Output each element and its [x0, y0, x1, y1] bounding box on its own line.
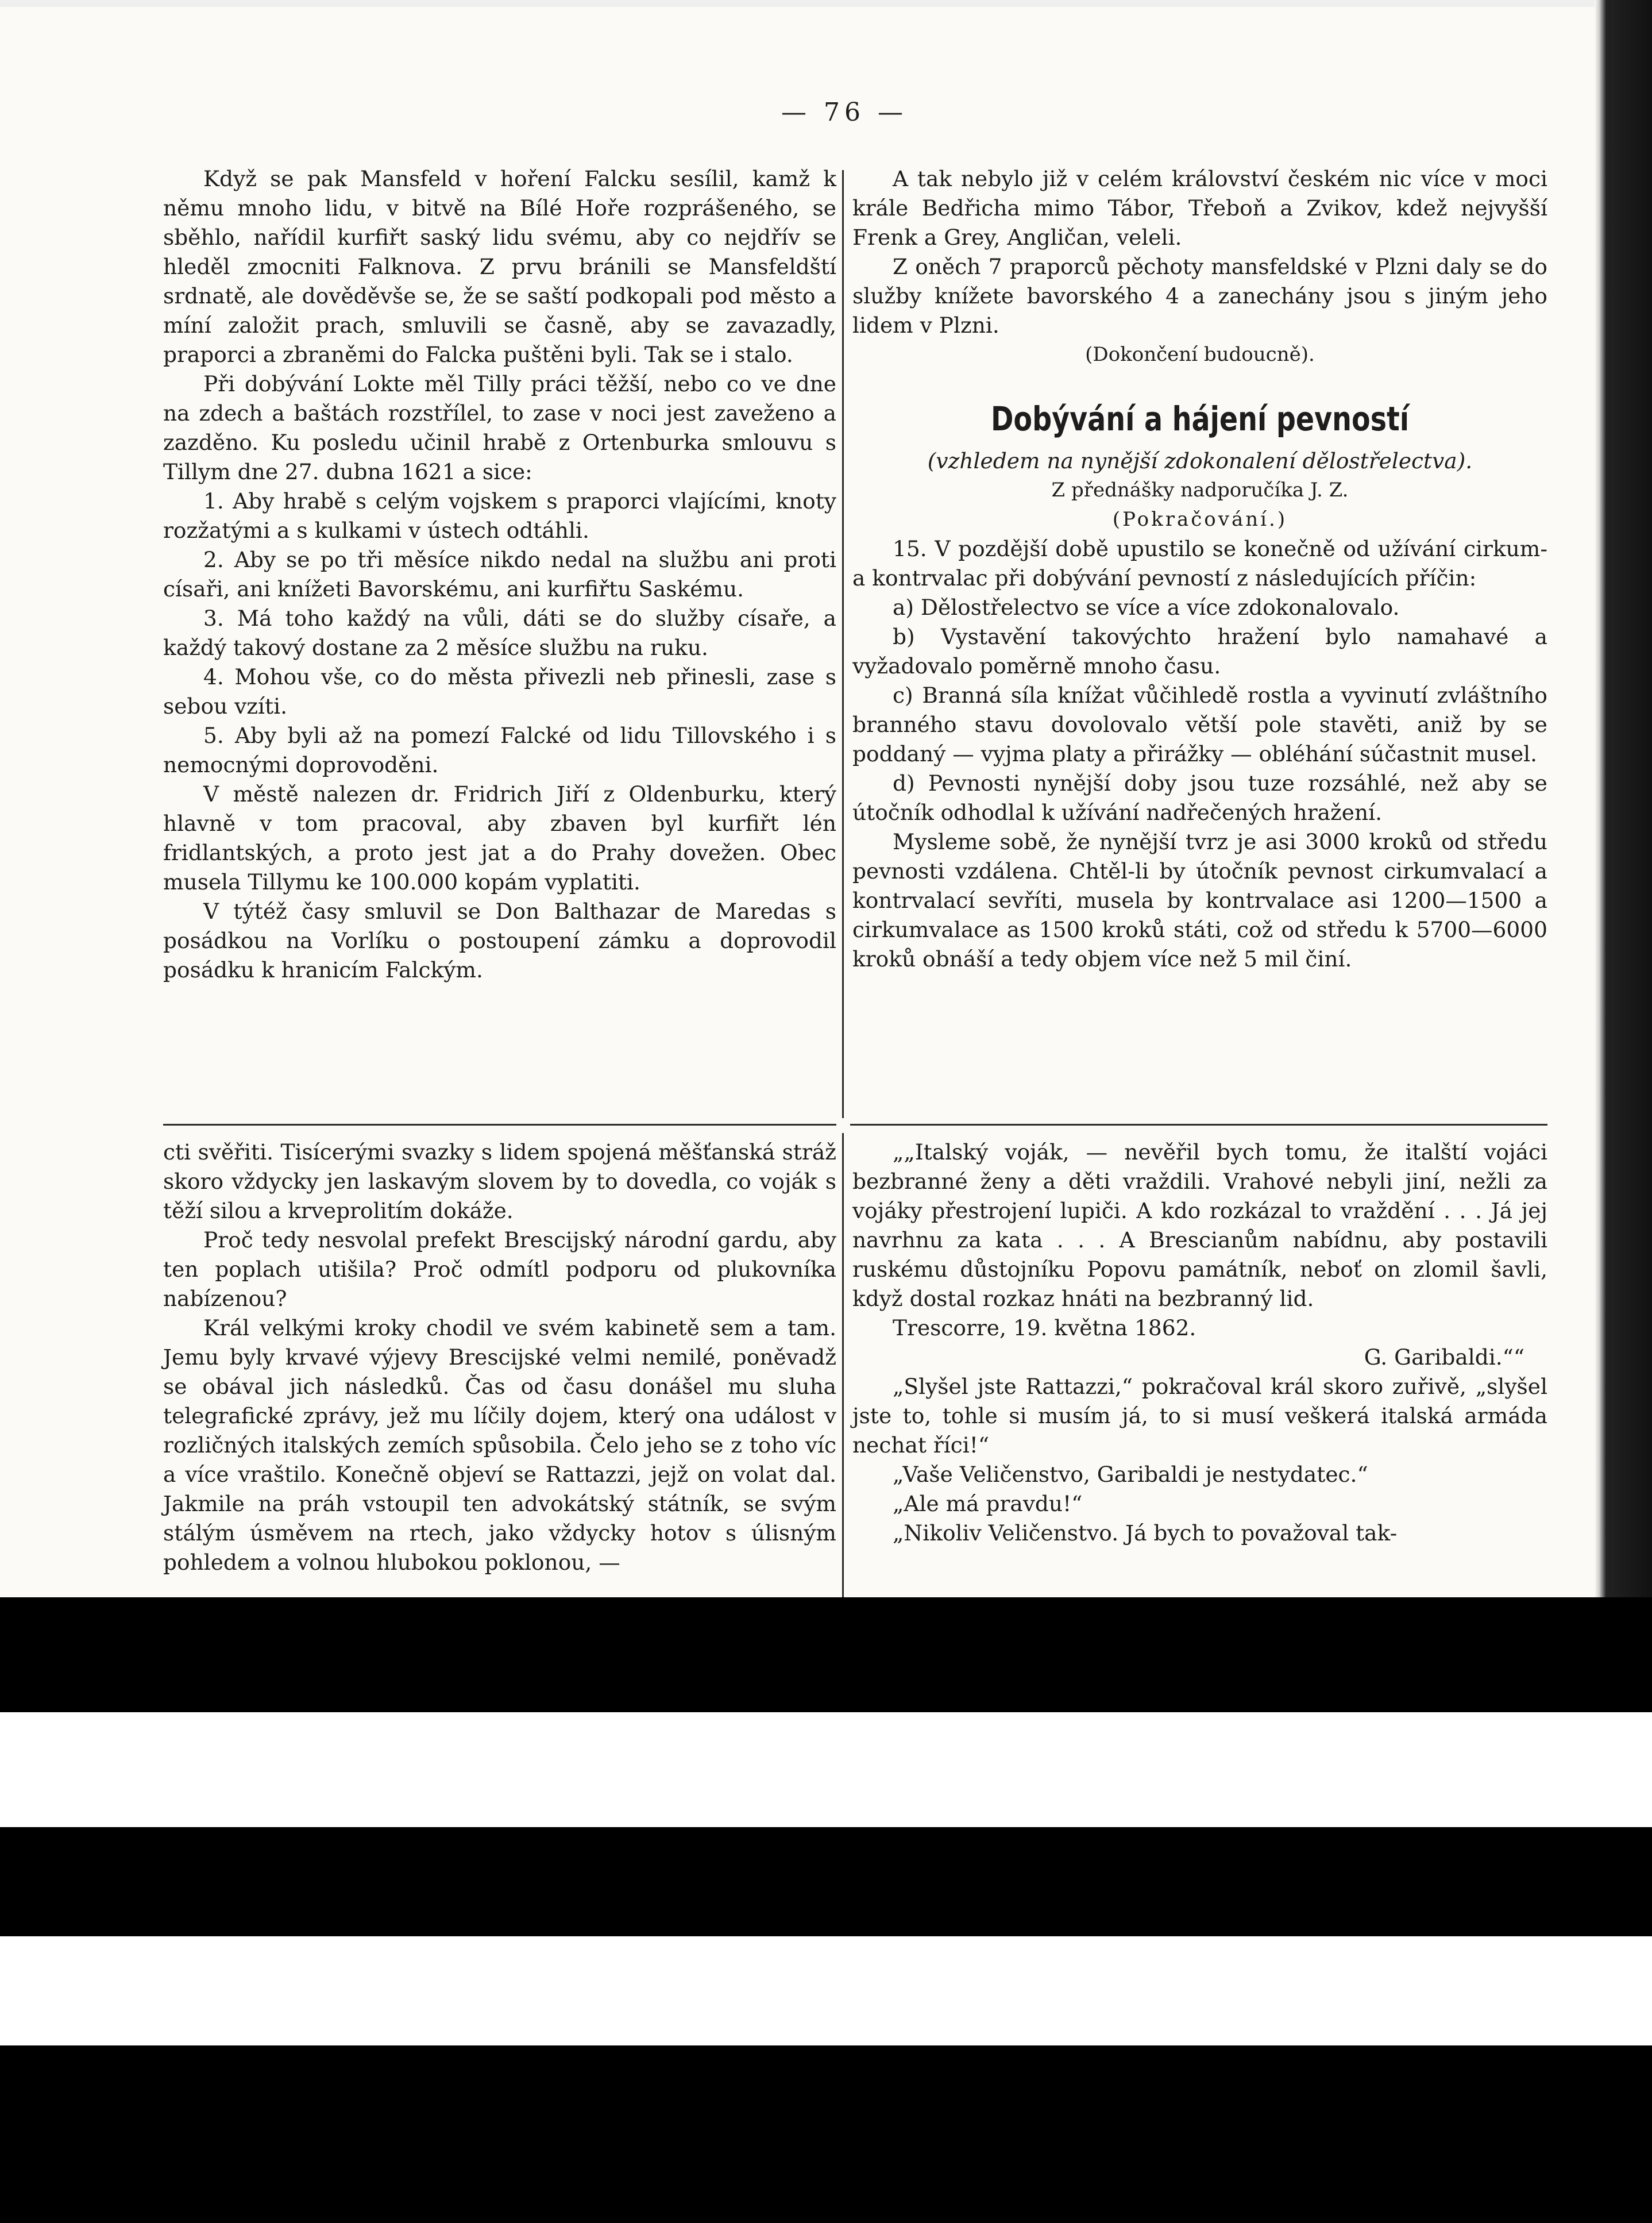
article-subtitle: (vzhledem na nynější zdokonalení dělostřelectva).: [927, 448, 1473, 473]
section-rule-right: [850, 1124, 1547, 1126]
list-item: 5. Aby byli až na pomezí Falcké od lidu Tillovského i s nemocnými doprovoděni.: [163, 723, 836, 777]
dateline: Trescorre, 19. května 1862.: [893, 1315, 1196, 1340]
list-item: c) Branná síla knížat vůčihledě rostla a vyvinutí zvláštního branného stavu dovolovalo větší pole stavěti, aniž by se poddaný — vyjma platy a přirážky — obléhání súčastnit musel.: [852, 683, 1547, 766]
list-item: 2. Aby se po tři měsíce nikdo nedal na službu ani proti císaři, ani knížeti Bavorskému, ani kurfiřtu Saskému.: [163, 547, 836, 602]
top-right-column: [852, 164, 1547, 974]
signature: G. Garibaldi.““: [1364, 1344, 1524, 1370]
dialogue-line: „Ale má pravdu!“: [893, 1491, 1083, 1516]
continuation-note: (Dokončení budoucně).: [1085, 343, 1315, 366]
paragraph: Z oněch 7 praporců pěchoty mansfeldské v Plzni daly se do služby knížete bavorského 4 a zanechány jsou s jiným jeho lidem v Plzni.: [852, 254, 1547, 338]
dialogue-line: „Vaše Veličenstvo, Garibaldi je nestydatec.“: [893, 1462, 1368, 1487]
list-item: d) Pevnosti nynější doby jsou tuze rozsáhlé, než aby se útočník odhodlal k užívání nadřečených hražení.: [852, 770, 1547, 825]
page-number: — 76 —: [781, 98, 908, 127]
paragraph: „„Italský voják, — nevěřil bych tomu, že italští vojáci bezbranné ženy a děti vraždili. Vrahové nebyli jiní, nežli za vojáky přestrojení lupiči. A kdo rozkázal to vraždění . . . Já jej navrhnu za kata . . . A Brescianům nabídnu, aby postavili ruskému důstojníku Popovu památník, neboť on zlomil šavli, když dostal rozkaz hnáti na bezbranný lid.: [852, 1139, 1547, 1311]
column-divider-top: [842, 170, 844, 1118]
paragraph: Mysleme sobě, že nynější tvrz je asi 3000 kroků od středu pevnosti vzdálena. Chtěl-li by útočník pevnost cirkumvalací a kontrvalací sevříti, musela by kontrvalace asi 1200—1500 a cirkumvalace as 1500 kroků státi, což od středu k 5700—6000 kroků obnáší a tedy objem více než 5 mil činí.: [852, 829, 1547, 972]
bottom-right-column: [852, 1138, 1547, 1548]
list-item: 3. Má toho každý na vůli, dáti se do služby císaře, a každý takový dostane za 2 měsíce službu na ruku.: [163, 606, 836, 660]
paragraph: V týtéž časy smluvil se Don Balthazar de Maredas s posádkou na Vorlíku o postoupení zámku a doprovodil posádku k hranicím Falckým.: [163, 899, 836, 983]
section-rule-left: [163, 1124, 836, 1126]
list-item: b) Vystavění takovýchto hražení bylo namahavé a vyžadovalo poměrně mnoho času.: [852, 624, 1547, 679]
list-item: 1. Aby hrabě s celým vojskem s praporci vlajícími, knoty rozžatými a s kulkami v ústech odtáhli.: [163, 488, 836, 543]
paragraph: Při dobývání Lokte měl Tilly práci těžší, nebo co ve dne na zdech a baštách rozstřílel, to zase v noci jest zaveženo a zazděno. Ku posledu učinil hrabě z Ortenburka smlouvu s Tillym dne 27. dubna 1621 a sice:: [163, 371, 836, 484]
black-band: [0, 1597, 1652, 1712]
paragraph: A tak nebylo již v celém království českém nic více v moci krále Bedřicha mimo Tábor, Třeboň a Zvikov, kdež nejvyšší Frenk a Grey, Angličan, veleli.: [852, 166, 1547, 250]
page-top-edge: [0, 0, 1652, 7]
paragraph: V městě nalezen dr. Fridrich Jiří z Oldenburku, který hlavně v tom pracoval, aby zbaven byl kurfiřt lén fridlantských, a proto jest jat a do Prahy dovežen. Obec musela Tillymu ke 100.000 kopám vyplatiti.: [163, 781, 836, 895]
lecture-note: Z přednášky nadporučíka J. Z.: [1051, 479, 1349, 502]
black-band: [0, 2045, 1652, 2223]
continued-label: (Pokračování.): [1112, 508, 1288, 531]
article-title: Dobývání a hájení pevností: [990, 399, 1410, 438]
paragraph: cti svěřiti. Tisícerými svazky s lidem spojená měšťanská stráž skoro vždycky jen laskavým slovem by to dovedla, co voják s těží silou a krveprolitím dokáže.: [163, 1139, 836, 1223]
column-divider-bottom: [842, 1133, 844, 1597]
black-band: [0, 1827, 1652, 1936]
paragraph: Když se pak Mansfeld v hoření Falcku sesílil, kamž k němu mnoho lidu, v bitvě na Bílé Hoře rozprášeného, se sběhlo, nařídil kurfiřt saský lidu svému, aby co nejdřív se hleděl zmocniti Falknova. Z prvu bránili se Mansfeldští srdnatě, ale dověděvše se, že se saští podkopali pod město a míní založit prach, smluvili se časně, aby se zavazadly, praporci a zbraněmi do Falcka puštěni byli. Tak se i stalo.: [163, 166, 836, 367]
top-left-column: [163, 164, 836, 985]
dialogue-line: „Nikoliv Veličenstvo. Já bych to považoval tak-: [893, 1520, 1398, 1546]
paragraph: Proč tedy nesvolal prefekt Brescijský národní gardu, aby ten poplach utišila? Proč odmítl podporu od plukovníka nabízenou?: [163, 1227, 836, 1311]
list-item: a) Dělostřelectvo se více a více zdokonalovalo.: [893, 595, 1400, 620]
page-right-edge-shadow: [1595, 0, 1652, 1597]
bottom-left-column: [163, 1138, 836, 1577]
paragraph: 15. V pozdější době upustilo se konečně od užívání cirkum- a kontrvalac při dobývání pevností z následujících příčin:: [852, 536, 1547, 591]
list-item: 4. Mohou vše, co do města přivezli neb přinesli, zase s sebou vzíti.: [163, 664, 836, 719]
paragraph: Král velkými kroky chodil ve svém kabinetě sem a tam. Jemu byly krvavé výjevy Brescijské velmi nemilé, poněvadž se obával jich následků. Čas od času donášel mu sluha telegrafické zprávy, jež mu líčily dojem, který ona událost v rozličných italských zemích spůsobila. Čelo jeho se z toho víc a více vraštilo. Konečně objeví se Rattazzi, jejž on volat dal. Jakmile na práh vstoupil ten advokátský státník, se svým stálým úsměvem na rtech, jako vždycky hotov s úlisným pohledem a volnou hlubokou poklonou, —: [163, 1315, 836, 1575]
dialogue-line: „Slyšel jste Rattazzi,“ pokračoval král skoro zuřivě, „slyšel jste to, tohle si musím já, to si musí veškerá italská armáda nechat říci!“: [852, 1374, 1547, 1458]
